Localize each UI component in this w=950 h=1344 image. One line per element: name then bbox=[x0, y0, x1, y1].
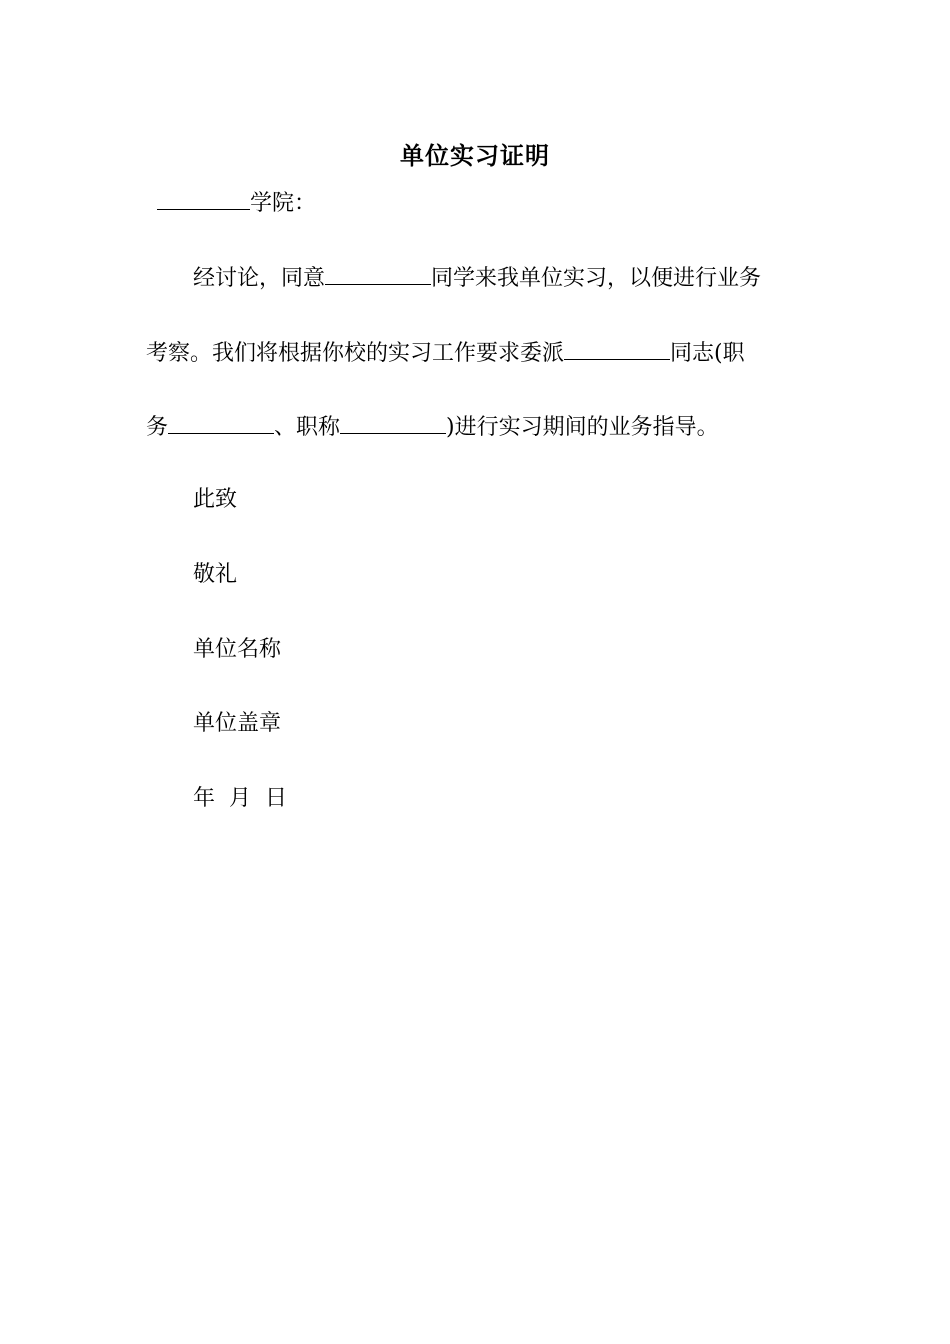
paragraph-line-1 bbox=[193, 262, 761, 294]
paragraph-text: 经讨论，同意 bbox=[193, 266, 326, 291]
date-line bbox=[193, 784, 287, 814]
paragraph-text: 同志(职 bbox=[670, 341, 745, 366]
salutation-suffix: 学院： bbox=[250, 191, 317, 216]
title-blank[interactable] bbox=[340, 411, 446, 434]
date-month: 月 bbox=[229, 786, 252, 811]
paragraph-text: )进行实习期间的业务指导。 bbox=[446, 415, 719, 440]
date-year: 年 bbox=[193, 786, 216, 811]
paragraph-line-2 bbox=[146, 337, 745, 369]
supervisor-name-blank[interactable] bbox=[564, 337, 670, 360]
org-name-label: 单位名称 bbox=[193, 637, 282, 662]
paragraph-line-3 bbox=[146, 411, 719, 443]
college-name-blank[interactable] bbox=[157, 187, 250, 210]
paragraph-text: 务 bbox=[146, 415, 169, 440]
closing-line-1: 此致 bbox=[193, 487, 238, 512]
student-name-blank[interactable] bbox=[325, 262, 431, 285]
salutation-line bbox=[157, 187, 316, 219]
position-blank[interactable] bbox=[168, 411, 274, 434]
org-seal-label: 单位盖章 bbox=[193, 711, 282, 736]
paragraph-text: 同学来我单位实习，以便进行业务 bbox=[431, 266, 762, 291]
paragraph-text: 、职称 bbox=[274, 415, 341, 440]
closing-line-2: 敬礼 bbox=[193, 562, 238, 587]
date-day: 日 bbox=[265, 786, 288, 811]
document-title: 单位实习证明 bbox=[400, 141, 550, 170]
paragraph-text: 考察。我们将根据你校的实习工作要求委派 bbox=[146, 341, 565, 366]
